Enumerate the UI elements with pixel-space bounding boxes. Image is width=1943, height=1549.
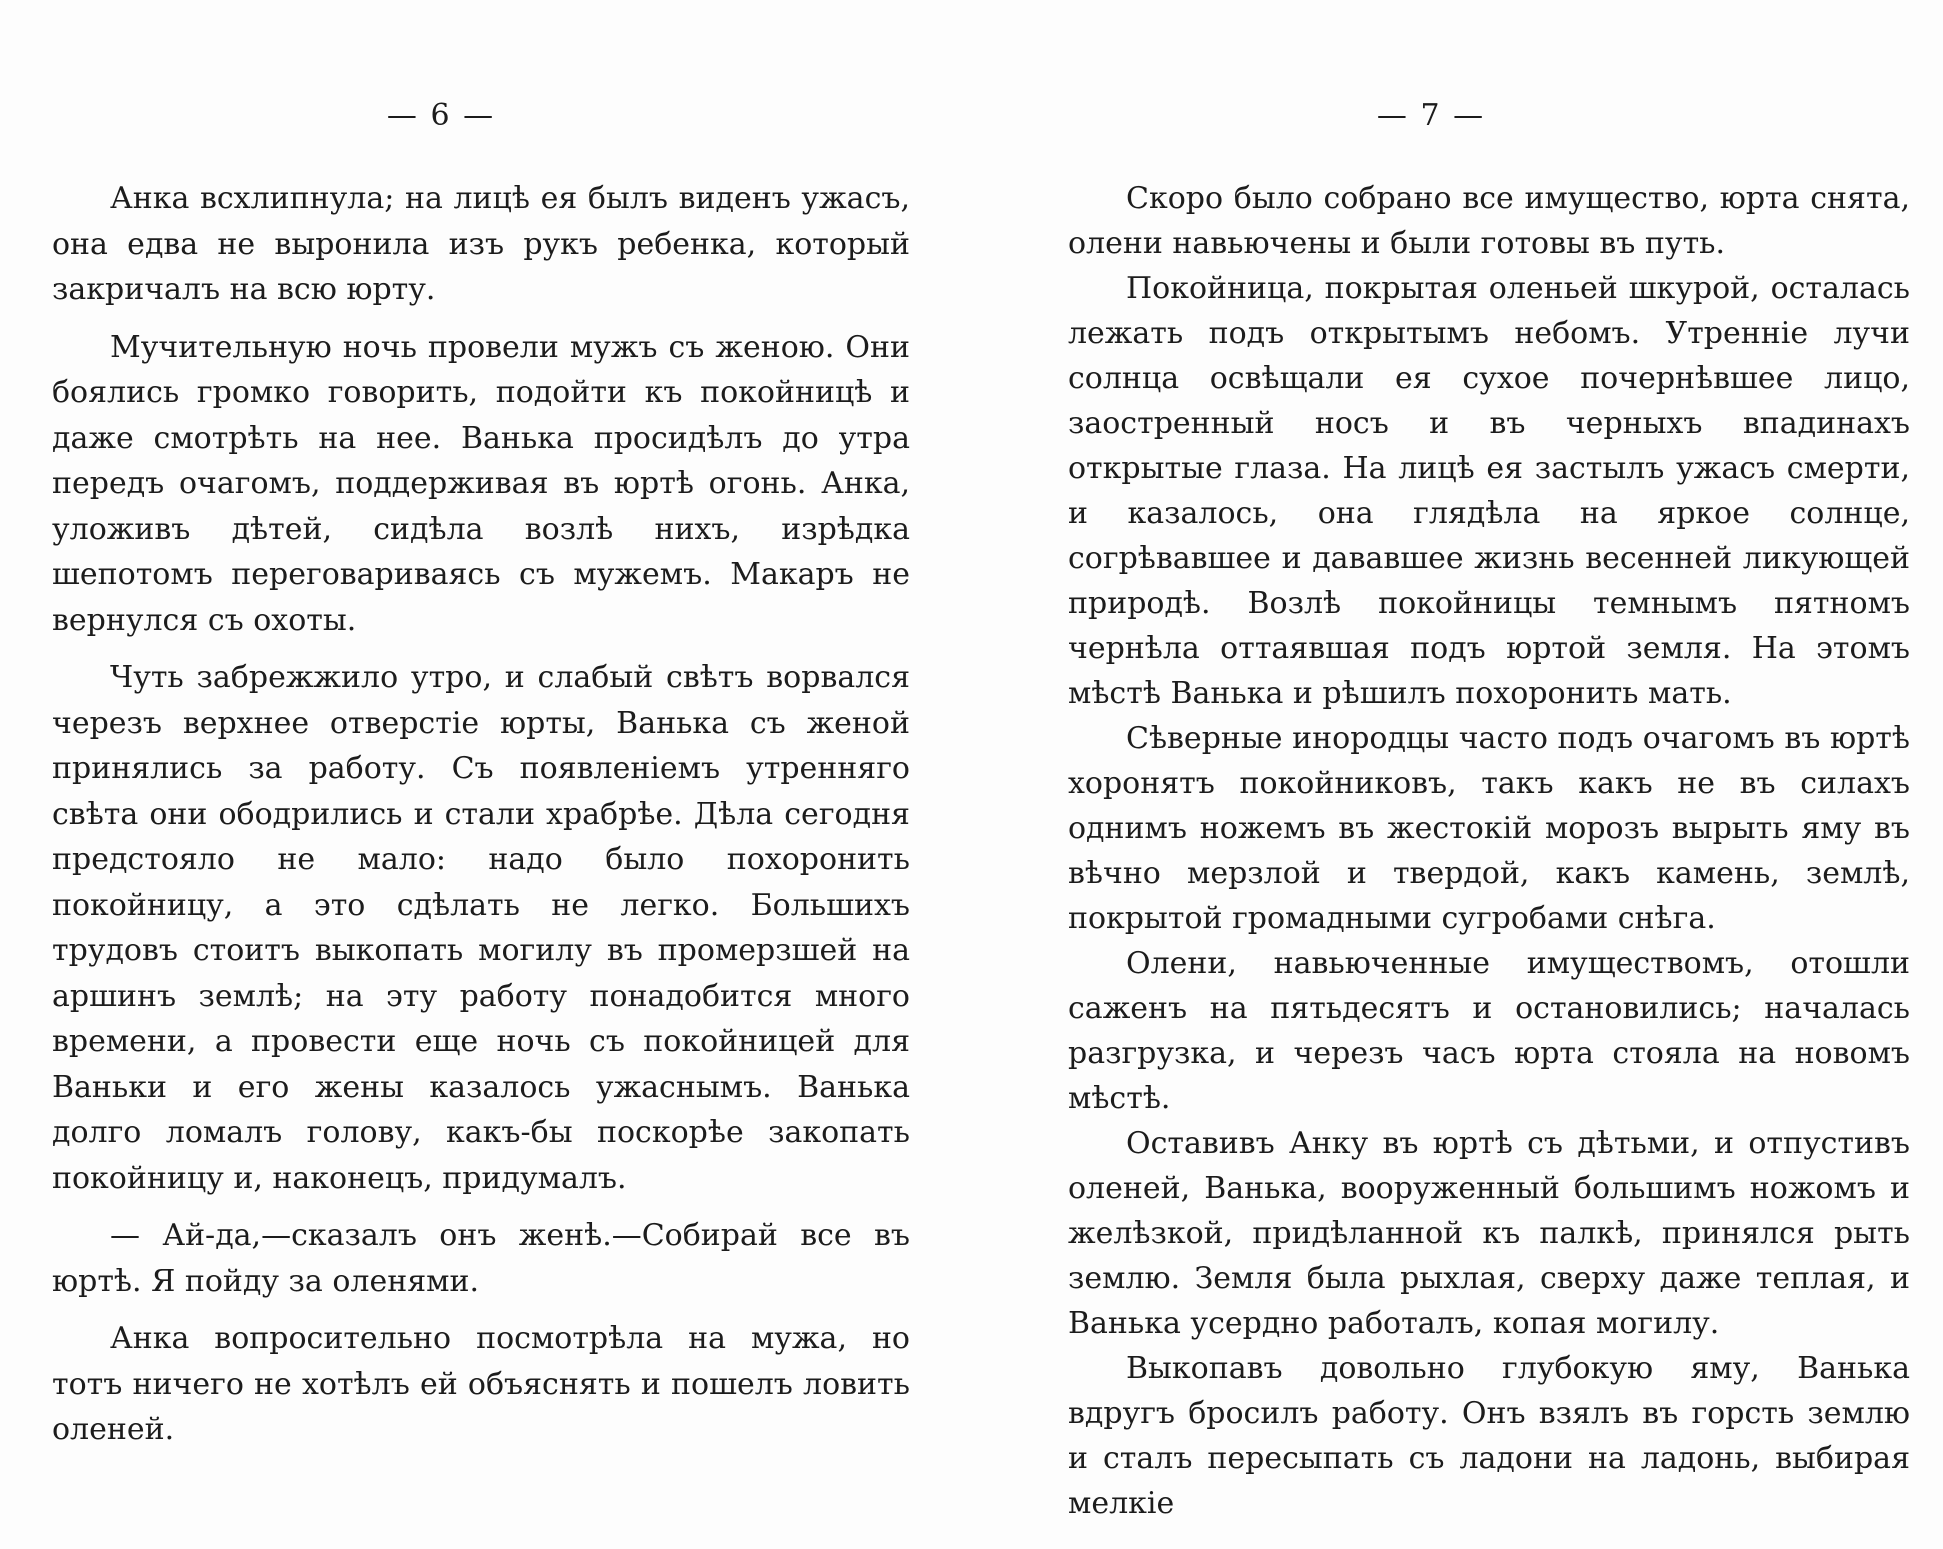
paragraph: Скоро было собрано все имущество, юрта снята, олени навьючены и были готовы въ путь.	[1068, 181, 1910, 261]
paragraph: Чуть забрежжило утро, и слабый свѣтъ ворвался черезъ верхнее отверстіе юрты, Ванька съ женой принялись за работу. Съ появленіемъ утренняго свѣта они ободрились и стали храбрѣе. Дѣла сегодня предстояло не мало: надо было похоронить покойницу, а это сдѣлать не легко. Большихъ трудовъ стоитъ выкопать могилу въ промерзшей на аршинъ землѣ; на эту работу понадобится много времени, а провести еще ночь съ покойницей для Ваньки и его жены казалось ужаснымъ. Ванька долго ломалъ голову, какъ-бы поскорѣе закопать покойницу и, наконецъ, придумалъ.	[52, 660, 910, 1196]
left-page-number: — 6 —	[386, 98, 496, 133]
paragraph: Мучительную ночь провели мужъ съ женою. Они боялись громко говорить, подойти къ покойницѣ и даже смотрѣть на нее. Ванька просидѣлъ до утра передъ очагомъ, поддерживая въ юртѣ огонь. Анка, уложивъ дѣтей, сидѣла возлѣ нихъ, изрѣдка шепотомъ переговариваясь съ мужемъ. Макаръ не вернулся съ охоты.	[52, 329, 910, 638]
paragraph: Выкопавъ довольно глубокую яму, Ванька вдругъ бросилъ работу. Онъ взялъ въ горсть землю и сталъ пересыпать съ ладони на ладонь, выбирая мелкіе	[1068, 1351, 1910, 1521]
paragraph: Олени, навьюченные имуществомъ, отошли саженъ на пятьдесятъ и остановились; началась разгрузка, и черезъ часъ юрта стояла на новомъ мѣстѣ.	[1068, 946, 1910, 1116]
paragraph: Анка всхлипнула; на лицѣ ея былъ виденъ ужасъ, она едва не выронила изъ рукъ ребенка, который закричалъ на всю юрту.	[52, 181, 910, 307]
right-page	[1068, 0, 1910, 1549]
paragraph: Оставивъ Анку въ юртѣ съ дѣтьми, и отпустивъ оленей, Ванька, вооруженный большимъ ножомъ и желѣзкой, придѣланной къ палкѣ, принялся рыть землю. Земля была рыхлая, сверху даже теплая, и Ванька усердно работалъ, копая могилу.	[1068, 1126, 1910, 1341]
paragraph: — Ай-да,—сказалъ онъ женѣ.—Собирай все въ юртѣ. Я пойду за оленями.	[52, 1218, 910, 1299]
right-page-number: — 7 —	[1376, 98, 1486, 133]
right-page-text	[1068, 176, 1910, 1526]
paragraph: Анка вопросительно посмотрѣла на мужа, но тотъ ничего не хотѣлъ ей объяснять и пошелъ ловить оленей.	[52, 1321, 910, 1447]
left-page-text	[52, 176, 910, 1465]
paragraph: Покойница, покрытая оленьей шкурой, осталась лежать подъ открытымъ небомъ. Утренніе лучи солнца освѣщали ея сухое почернѣвшее лицо, заостренный носъ и въ черныхъ впадинахъ открытые глаза. На лицѣ ея застылъ ужасъ смерти, и казалось, она глядѣла на яркое солнце, согрѣвавшее и дававшее жизнь весенней ликующей природѣ. Возлѣ покойницы темнымъ пятномъ чернѣла оттаявшая подъ юртой земля. На этомъ мѣстѣ Ванька и рѣшилъ похоронить мать.	[1068, 271, 1910, 711]
left-page	[52, 0, 910, 1549]
paragraph: Сѣверные инородцы часто подъ очагомъ въ юртѣ хоронятъ покойниковъ, такъ какъ не въ силахъ однимъ ножемъ въ жестокій морозъ вырыть яму въ вѣчно мерзлой и твердой, какъ камень, землѣ, покрытой громадными сугробами снѣга.	[1068, 721, 1910, 936]
